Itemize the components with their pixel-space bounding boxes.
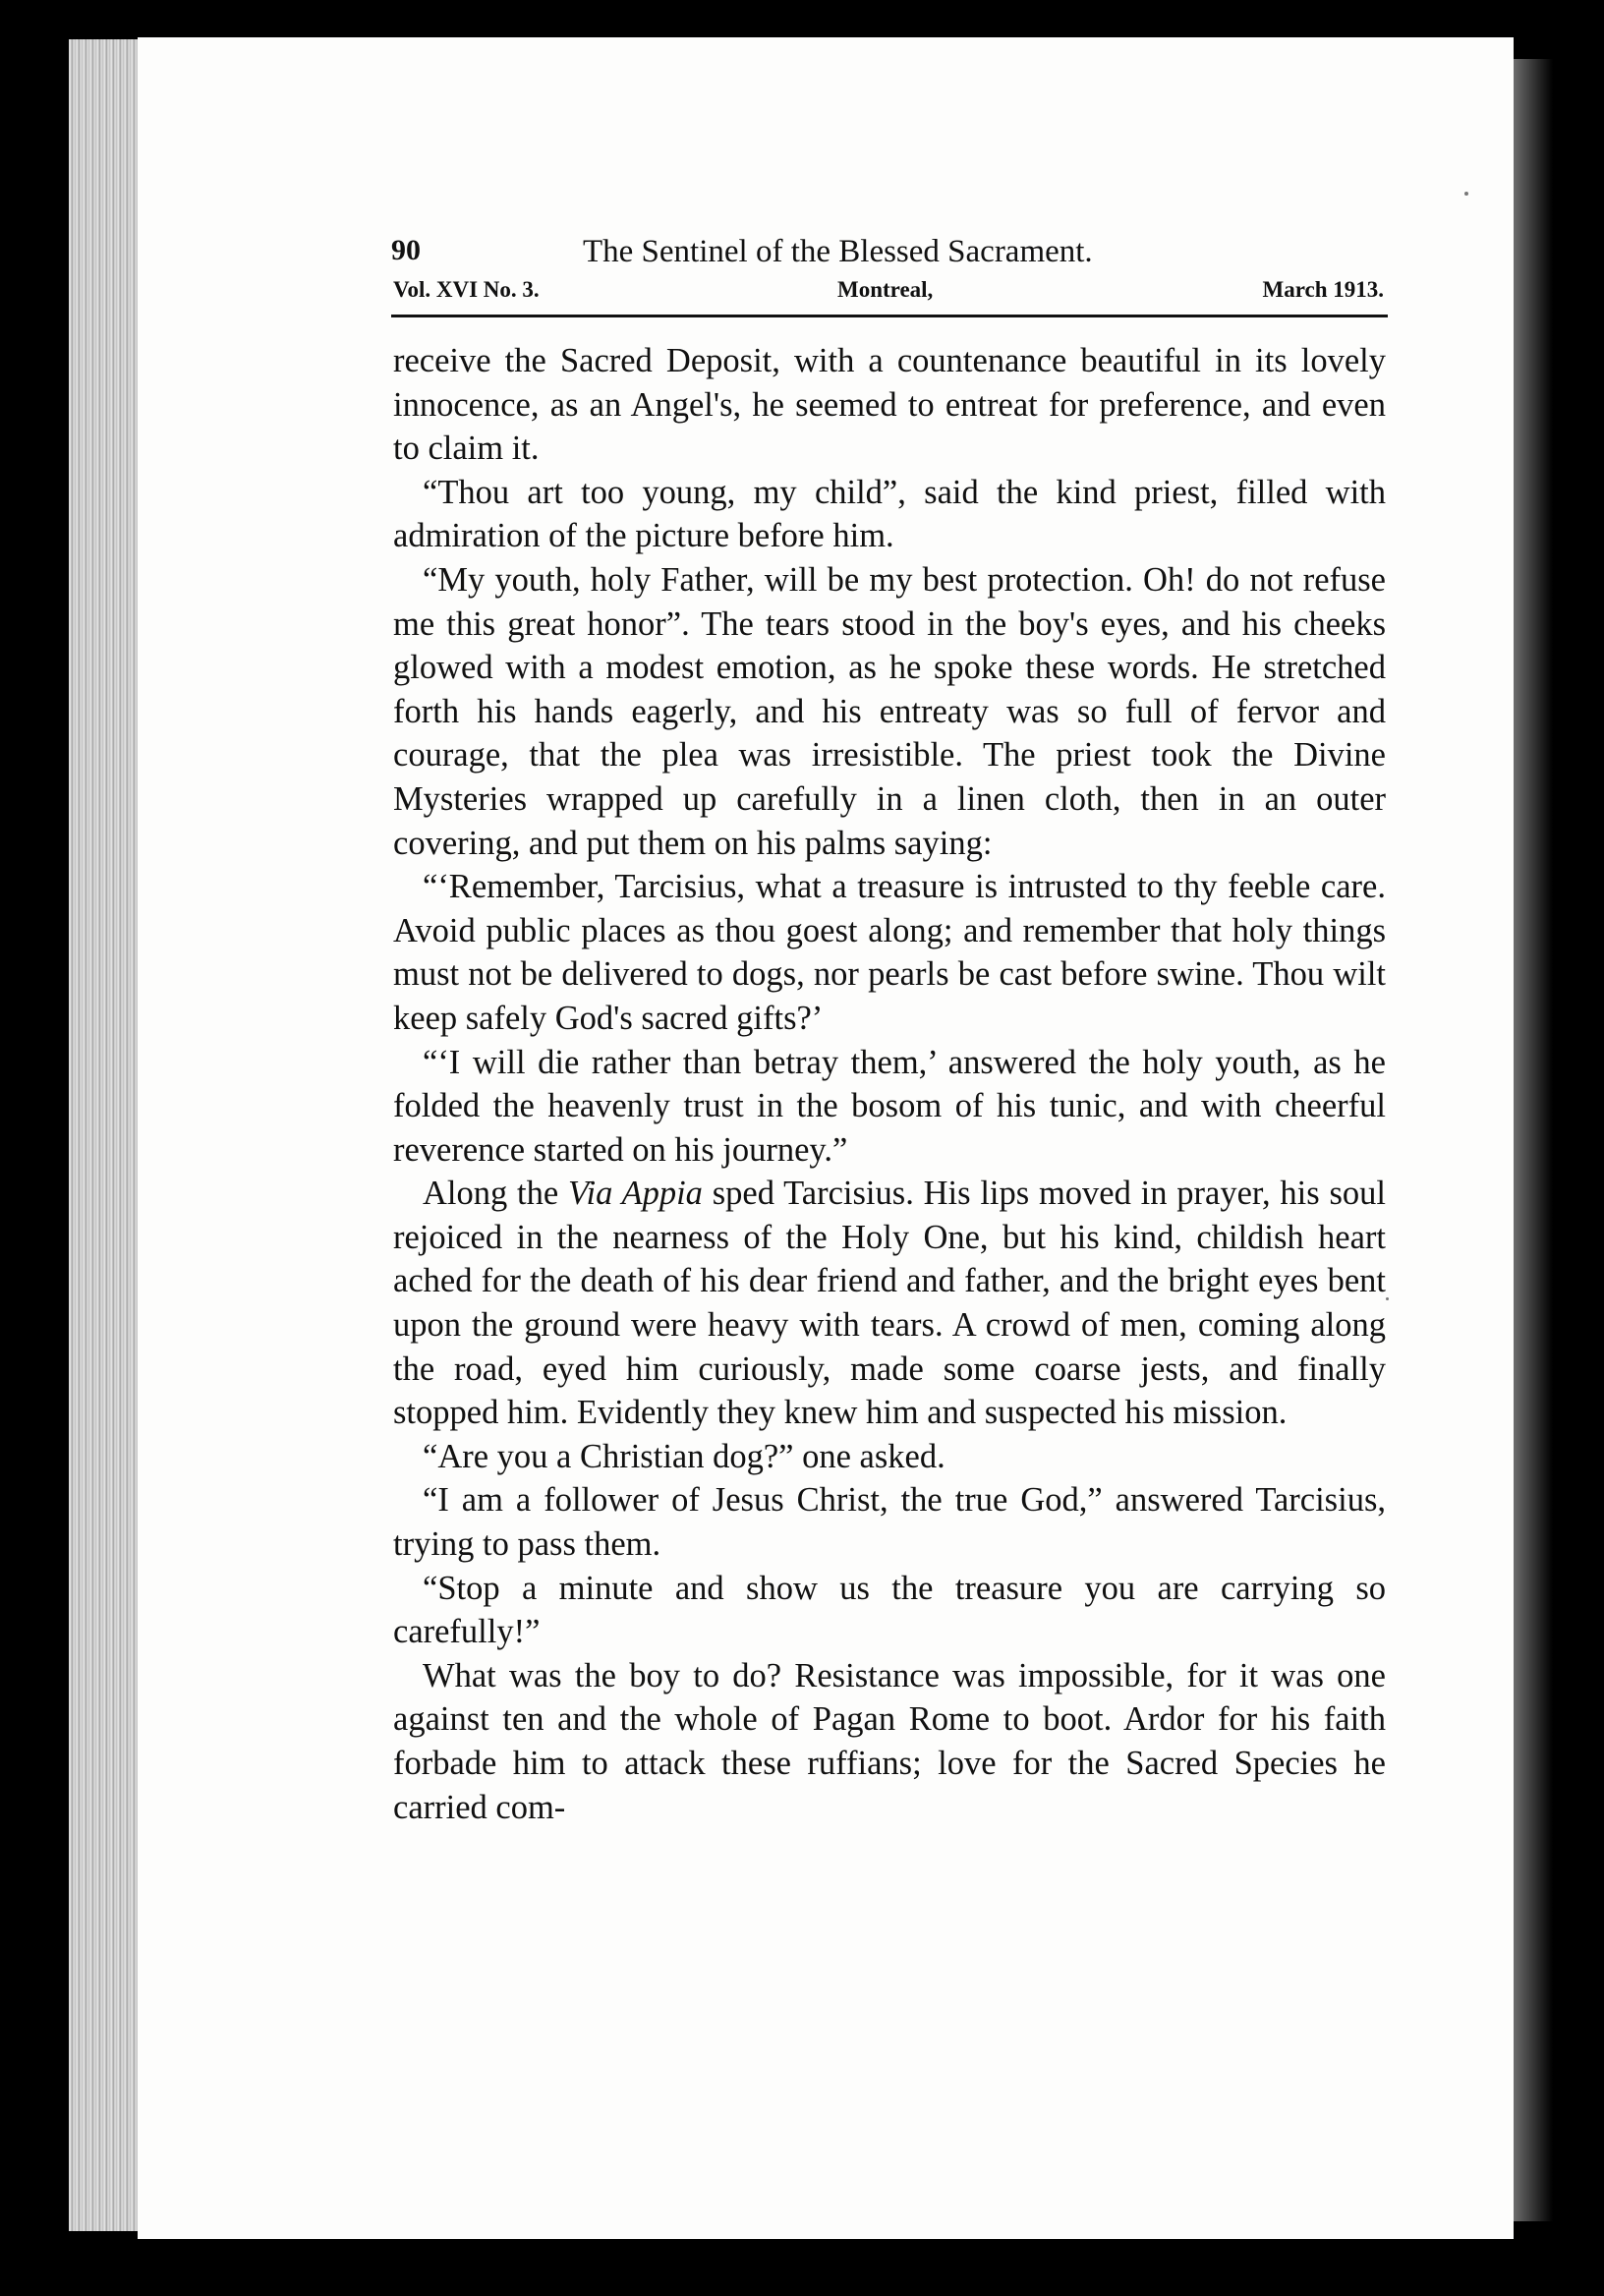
issue-meta-line — [393, 277, 1384, 307]
paragraph: “My youth, holy Father, will be my best protection. Oh! do not refuse me this great honor”. The tears stood in the boy's eyes, and his cheeks glowed with a modest emotion, as he spoke these words. He stretched forth his hands eagerly, and his entreaty was so full of fervor and courage, that the plea was irresistible. The priest took the Divine Mysteries wrapped up carefully in a linen cloth, then in an outer covering, and put them on his palms saying: — [393, 560, 1386, 862]
paragraph: “I am a follower of Jesus Christ, the true God,” answered Tarcisius, trying to pass them. — [393, 1481, 1386, 1564]
scan-speck — [1464, 192, 1468, 196]
running-head — [391, 234, 1386, 269]
paragraph — [393, 1172, 1386, 1435]
paragraph: “Thou art too young, my child”, said the kind priest, filled with admiration of the picture before him. — [393, 473, 1386, 555]
issue-date: March 1913. — [1262, 277, 1384, 302]
scan-speck — [1386, 1297, 1389, 1300]
paragraph: receive the Sacred Deposit, with a countenance beautiful in its lovely innocence, as an Angel's, he seemed to entreat for preference, and even to claim it. — [393, 342, 1386, 468]
book-binding-shadow — [1514, 59, 1553, 2221]
journal-title: The Sentinel of the Blessed Sacrament. — [583, 234, 1093, 269]
page-number: 90 — [391, 234, 421, 266]
book-page-edges — [69, 39, 147, 2231]
body-text — [393, 339, 1386, 1829]
italic-place-name: Via Appia — [568, 1175, 703, 1213]
paragraph-text: sped Tarcisius. His lips moved in prayer, his soul rejoiced in the nearness of the Holy One, but his kind, childish heart ached for the death of his dear friend and father, and the bright eyes bent upon the ground were heavy with tears. A crowd of men, coming along the road, eyed him curiously, made some coarse jests, and finally stopped him. Evidently they knew him and suspected his mission. — [393, 1175, 1387, 1432]
paragraph: What was the boy to do? Resistance was impossible, for it was one against ten and the whole of Pagan Rome to boot. Ardor for his faith forbade him to attack these ruffians; love for the Sacred Species he carried com- — [393, 1656, 1386, 1826]
paragraph: “‘I will die rather than betray them,’ answered the holy youth, as he folded the heavenly trust in the bosom of his tunic, and with cheerful reverence started on his journey.” — [393, 1043, 1386, 1169]
header-rule — [391, 315, 1388, 317]
publication-place: Montreal, — [837, 277, 934, 302]
paragraph: “‘Remember, Tarcisius, what a treasure is intrusted to thy feeble care. Avoid public places as thou goest along; and remember that holy things must not be delivered to dogs, nor pearls be cast before swine. Thou wilt keep safely God's sacred gifts?’ — [393, 868, 1386, 1037]
paragraph-text: Along the — [423, 1175, 568, 1213]
volume-number: Vol. XVI No. 3. — [393, 277, 540, 302]
paragraph: “Are you a Christian dog?” one asked. — [423, 1437, 945, 1475]
paragraph: “Stop a minute and show us the treasure you are carrying so carefully!” — [393, 1569, 1386, 1651]
